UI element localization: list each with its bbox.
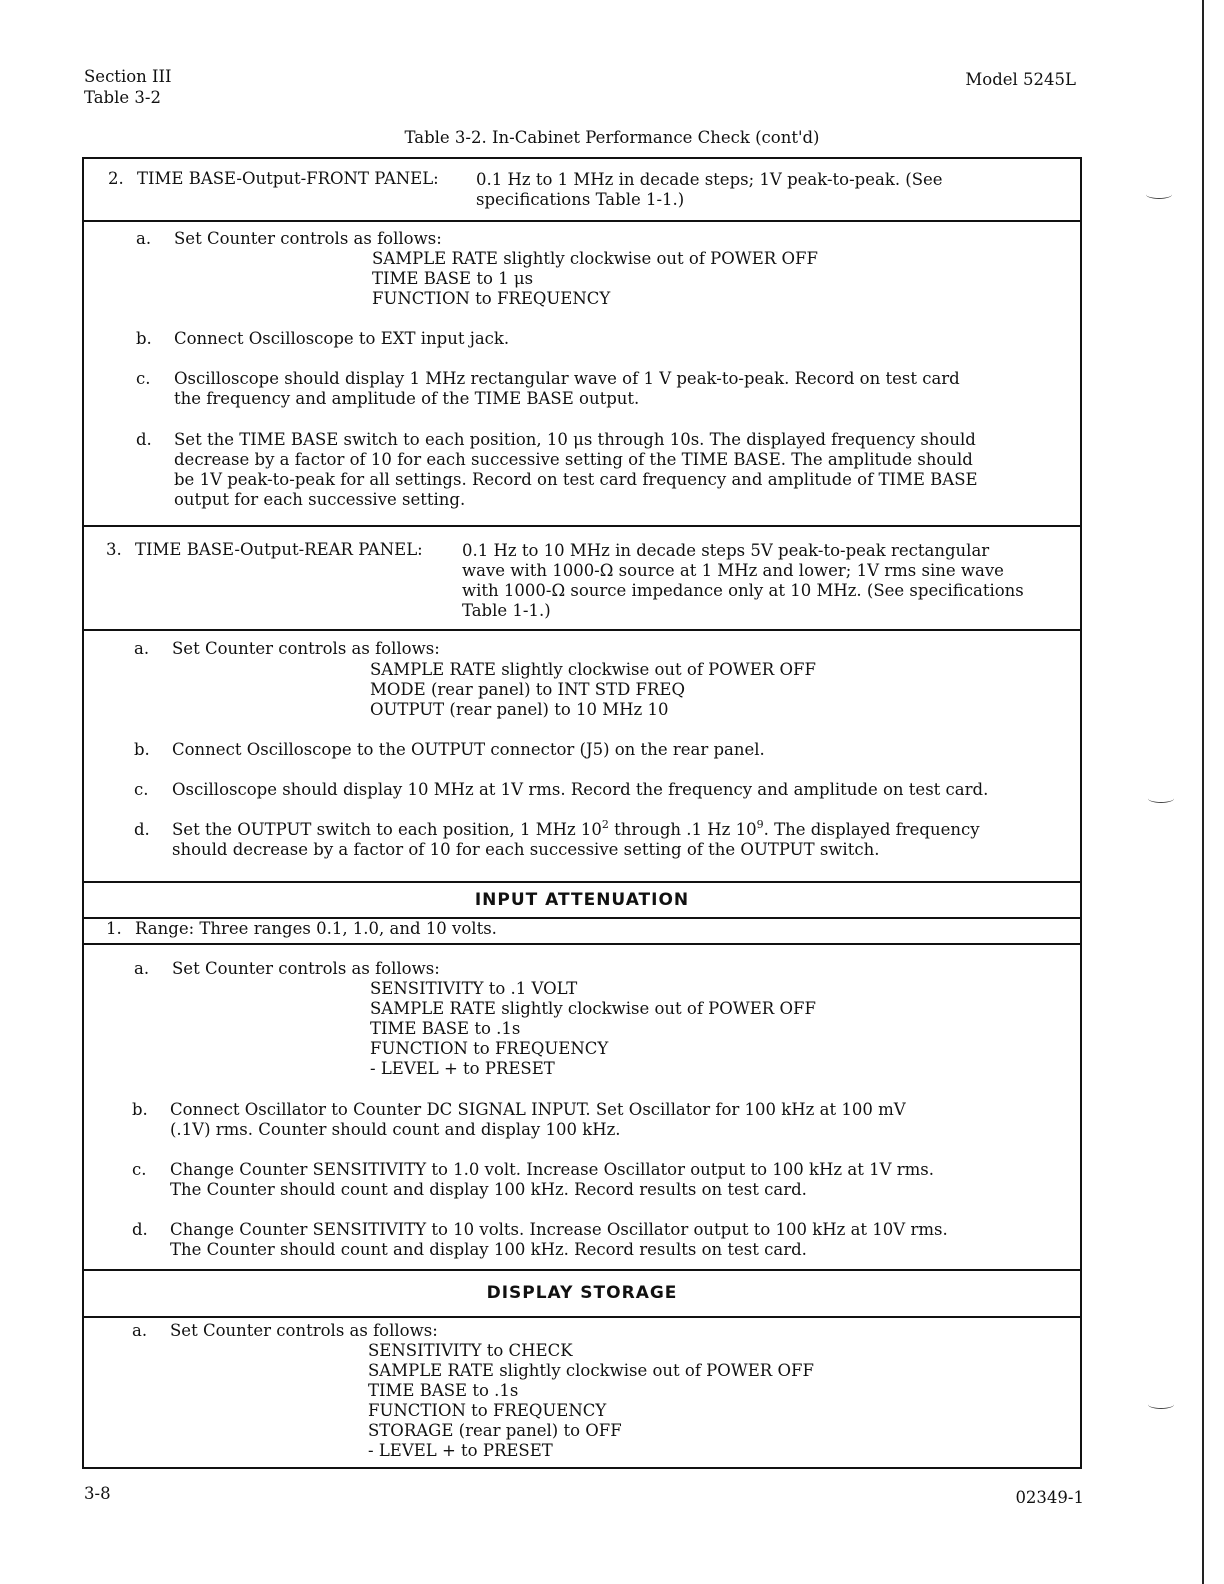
divider bbox=[84, 629, 1080, 631]
item-number: 1. bbox=[106, 919, 122, 938]
step-line: decrease by a factor of 10 for each successive setting of the TIME BASE. The amplitude should bbox=[174, 450, 973, 469]
step-line: Change Counter SENSITIVITY to 10 volts. Increase Oscillator output to 100 kHz at 10V rms. bbox=[170, 1220, 948, 1239]
step-text: Set Counter controls as follows: bbox=[170, 1321, 438, 1340]
step-label: a. bbox=[136, 229, 152, 248]
step-label: d. bbox=[136, 430, 152, 449]
divider bbox=[84, 525, 1080, 527]
front-panel-heading bbox=[108, 169, 439, 189]
setting-line: - LEVEL + to PRESET bbox=[368, 1441, 553, 1460]
step-label: b. bbox=[134, 740, 150, 759]
spec-line: Table 1-1.) bbox=[462, 601, 551, 620]
display-storage-banner: DISPLAY STORAGE bbox=[486, 1283, 678, 1303]
settings-list bbox=[368, 1341, 814, 1461]
setting-line: TIME BASE to 1 μs bbox=[372, 269, 534, 288]
rear-panel-heading bbox=[106, 540, 423, 560]
step-text bbox=[174, 430, 978, 510]
range-text: Range: Three ranges 0.1, 1.0, and 10 volts. bbox=[135, 919, 497, 938]
spec-line: with 1000-Ω source impedance only at 10 MHz. (See specifications bbox=[462, 581, 1024, 600]
step-text bbox=[172, 740, 765, 760]
step-text-part: through .1 Hz 10 bbox=[608, 820, 757, 839]
setting-line: SAMPLE RATE slightly clockwise out of POWER OFF bbox=[370, 999, 816, 1018]
settings-list bbox=[370, 979, 816, 1079]
step-line: the frequency and amplitude of the TIME BASE output. bbox=[174, 389, 640, 408]
page-number: 3-8 bbox=[84, 1484, 111, 1503]
setting-line: FUNCTION to FREQUENCY bbox=[372, 289, 611, 308]
step-line: Connect Oscilloscope to EXT input jack. bbox=[174, 329, 510, 348]
setting-line: SAMPLE RATE slightly clockwise out of POWER OFF bbox=[368, 1361, 814, 1380]
step-label: b. bbox=[132, 1100, 148, 1119]
setting-line: SAMPLE RATE slightly clockwise out of POWER OFF bbox=[370, 660, 816, 679]
item-number: 2. bbox=[108, 169, 124, 188]
step-label: c. bbox=[132, 1160, 147, 1179]
binding-edge bbox=[1202, 0, 1224, 1584]
step-text bbox=[174, 329, 509, 349]
step-line: Oscilloscope should display 1 MHz rectangular wave of 1 V peak-to-peak. Record on test card bbox=[174, 369, 960, 388]
step-text-part: Set the OUTPUT switch to each position, 1 MHz 10 bbox=[172, 820, 602, 839]
settings-list bbox=[372, 249, 818, 309]
rear-panel-spec bbox=[462, 541, 1024, 621]
step-text: Set Counter controls as follows: bbox=[174, 229, 442, 248]
step-label: c. bbox=[134, 780, 149, 799]
divider bbox=[84, 881, 1080, 883]
spec-line: 0.1 Hz to 10 MHz in decade steps 5V peak-to-peak rectangular bbox=[462, 541, 990, 560]
range-row bbox=[106, 919, 497, 939]
step-line: Change Counter SENSITIVITY to 1.0 volt. Increase Oscillator output to 100 kHz at 1V rms. bbox=[170, 1160, 934, 1179]
setting-line: TIME BASE to .1s bbox=[370, 1019, 521, 1038]
divider bbox=[84, 943, 1080, 945]
setting-line: SENSITIVITY to CHECK bbox=[368, 1341, 573, 1360]
divider bbox=[84, 1316, 1080, 1318]
document-number: 02349-1 bbox=[1015, 1488, 1084, 1507]
step-line: The Counter should count and display 100 kHz. Record results on test card. bbox=[170, 1240, 807, 1259]
page-header-left bbox=[84, 66, 172, 108]
step-text-part: . The displayed frequency bbox=[763, 820, 980, 839]
step-line: be 1V peak-to-peak for all settings. Record on test card frequency and amplitude of TIME BASE bbox=[174, 470, 978, 489]
setting-line: TIME BASE to .1s bbox=[368, 1381, 519, 1400]
step-text bbox=[174, 369, 960, 409]
punch-mark bbox=[1148, 1400, 1174, 1409]
spec-line: specifications Table 1-1.) bbox=[476, 190, 685, 209]
step-line: (.1V) rms. Counter should count and display 100 kHz. bbox=[170, 1120, 621, 1139]
step-line: output for each successive setting. bbox=[174, 490, 466, 509]
table-title: Table 3-2. In-Cabinet Performance Check (cont'd) bbox=[404, 128, 820, 147]
punch-mark bbox=[1148, 794, 1174, 803]
setting-line: SENSITIVITY to .1 VOLT bbox=[370, 979, 578, 998]
divider bbox=[84, 220, 1080, 222]
spec-line: wave with 1000-Ω source at 1 MHz and lower; 1V rms sine wave bbox=[462, 561, 1004, 580]
step-label: d. bbox=[132, 1220, 148, 1239]
setting-line: FUNCTION to FREQUENCY bbox=[370, 1039, 609, 1058]
item-title: TIME BASE-Output-FRONT PANEL: bbox=[137, 169, 439, 188]
punch-mark bbox=[1146, 190, 1172, 199]
step-line bbox=[172, 820, 980, 840]
setting-line: OUTPUT (rear panel) to 10 MHz 10 bbox=[370, 700, 669, 719]
item-number: 3. bbox=[106, 540, 122, 559]
performance-check-table bbox=[82, 157, 1082, 1469]
step-text: Set Counter controls as follows: bbox=[172, 639, 440, 658]
setting-line: STORAGE (rear panel) to OFF bbox=[368, 1421, 622, 1440]
divider bbox=[84, 1269, 1080, 1271]
setting-line: SAMPLE RATE slightly clockwise out of POWER OFF bbox=[372, 249, 818, 268]
step-line: should decrease by a factor of 10 for each successive setting of the OUTPUT switch. bbox=[172, 840, 880, 859]
settings-list bbox=[370, 660, 816, 720]
model-label: Model 5245L bbox=[965, 70, 1076, 89]
setting-line: MODE (rear panel) to INT STD FREQ bbox=[370, 680, 685, 699]
spec-line: 0.1 Hz to 1 MHz in decade steps; 1V peak-to-peak. (See bbox=[476, 170, 943, 189]
step-text bbox=[170, 1160, 934, 1200]
step-line: Connect Oscillator to Counter DC SIGNAL INPUT. Set Oscillator for 100 kHz at 100 mV bbox=[170, 1100, 906, 1119]
step-line: The Counter should count and display 100 kHz. Record results on test card. bbox=[170, 1180, 807, 1199]
input-attenuation-banner: INPUT ATTENUATION bbox=[474, 890, 690, 910]
setting-line: - LEVEL + to PRESET bbox=[370, 1059, 555, 1078]
step-text bbox=[170, 1100, 906, 1140]
step-text: Set Counter controls as follows: bbox=[172, 959, 440, 978]
exponent: 2 bbox=[601, 818, 609, 831]
front-panel-spec bbox=[476, 170, 943, 210]
step-label: c. bbox=[136, 369, 151, 388]
exponent: 9 bbox=[756, 818, 764, 831]
item-title: TIME BASE-Output-REAR PANEL: bbox=[135, 540, 423, 559]
step-label: a. bbox=[134, 959, 150, 978]
step-line: Connect Oscilloscope to the OUTPUT connector (J5) on the rear panel. bbox=[172, 740, 765, 759]
step-label: b. bbox=[136, 329, 152, 348]
step-text bbox=[170, 1220, 948, 1260]
step-label: a. bbox=[134, 639, 150, 658]
section-label: Section III bbox=[84, 67, 172, 86]
setting-line: FUNCTION to FREQUENCY bbox=[368, 1401, 607, 1420]
step-line: Set the TIME BASE switch to each position, 10 μs through 10s. The displayed frequency should bbox=[174, 430, 976, 449]
step-text bbox=[172, 780, 988, 800]
step-line: Oscilloscope should display 10 MHz at 1V rms. Record the frequency and amplitude on test card. bbox=[172, 780, 989, 799]
step-label: d. bbox=[134, 820, 150, 839]
step-text bbox=[172, 820, 980, 860]
step-label: a. bbox=[132, 1321, 148, 1340]
table-ref-label: Table 3-2 bbox=[84, 88, 161, 107]
